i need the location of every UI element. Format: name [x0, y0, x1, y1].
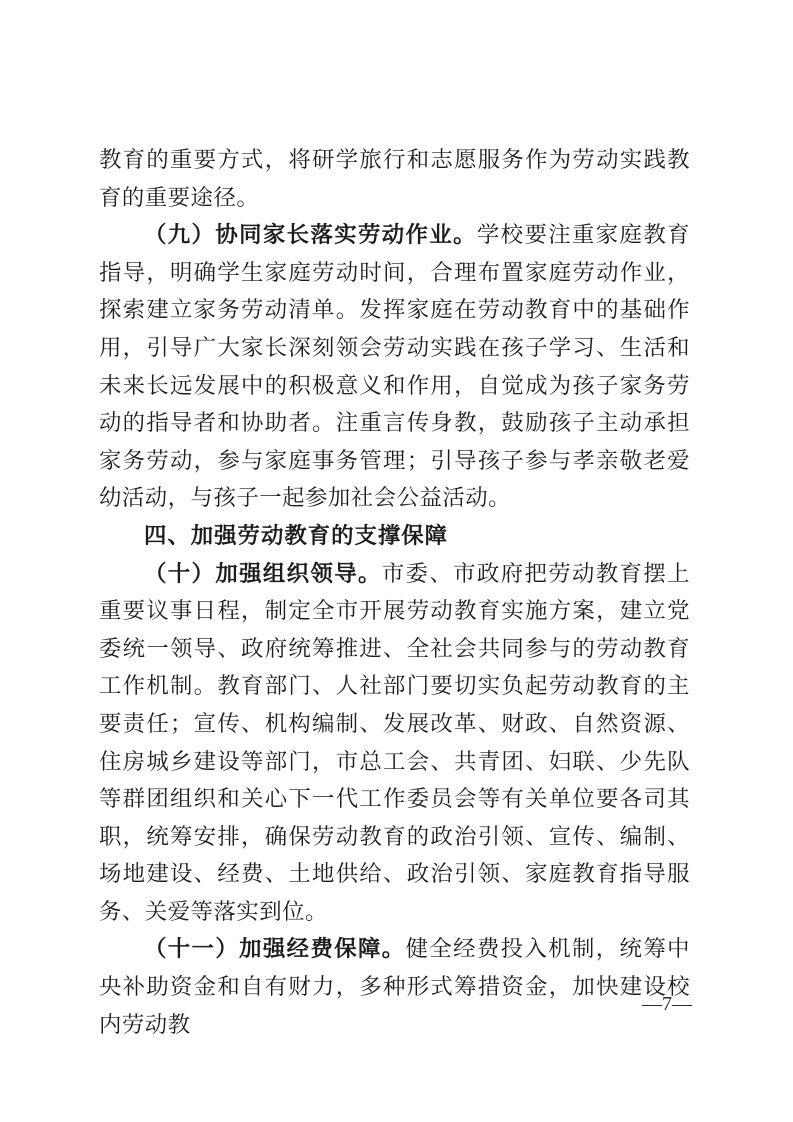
heading-part-4: 四、加强劳动教育的支撑保障	[144, 522, 449, 548]
section-10-lead: （十）加强组织领导。	[144, 560, 382, 586]
section-11-body: 健全经费投入机制，统筹中央补助资金和自有财力，多种形式筹措资金，加快建设校内劳动教	[99, 936, 691, 1037]
section-9-body: 学校要注重家庭教育指导，明确学生家庭劳动时间，合理布置家庭劳动作业，探索建立家务劳动清单。发挥家庭在劳动教育中的基础作用，引导广大家长深刻领会劳动实践在孩子学习、生活和未来长远发展中的积极意义和作用，自觉成为孩子家务劳动的指导者和协助者。注重言传身教，鼓励孩子主动承担家务劳动，参与家庭事务管理；引导孩子参与孝亲敬老爱幼活动，与孩子一起参加社会公益活动。	[99, 222, 691, 511]
paragraph-section-10	[99, 555, 690, 931]
section-10-body: 市委、市政府把劳动教育摆上重要议事日程，制定全市开展劳动教育实施方案，建立党委统一领导、政府统筹推进、全社会共同参与的劳动教育工作机制。教育部门、人社部门要切实负起劳动教育的主要责任；宣传、机构编制、发展改革、财政、自然资源、住房城乡建设等部门，市总工会、共青团、妇联、少先队等群团组织和关心下一代工作委员会等有关单位要各司其职，统筹安排，确保劳动教育的政治引领、宣传、编制、场地建设、经费、土地供给、政治引领、家庭教育指导服务、关爱等落实到位。	[99, 560, 691, 924]
paragraph-continued: 教育的重要方式，将研学旅行和志愿服务作为劳动实践教育的重要途径。	[99, 147, 690, 210]
section-9-lead: （九）协同家长落实劳动作业。	[144, 222, 477, 248]
document-body	[99, 141, 690, 1043]
paragraph-section-11	[99, 930, 690, 1043]
paragraph-section-9	[99, 216, 690, 517]
section-11-lead: （十一）加强经费保障。	[144, 936, 406, 962]
page-number: —7—	[642, 993, 692, 1015]
